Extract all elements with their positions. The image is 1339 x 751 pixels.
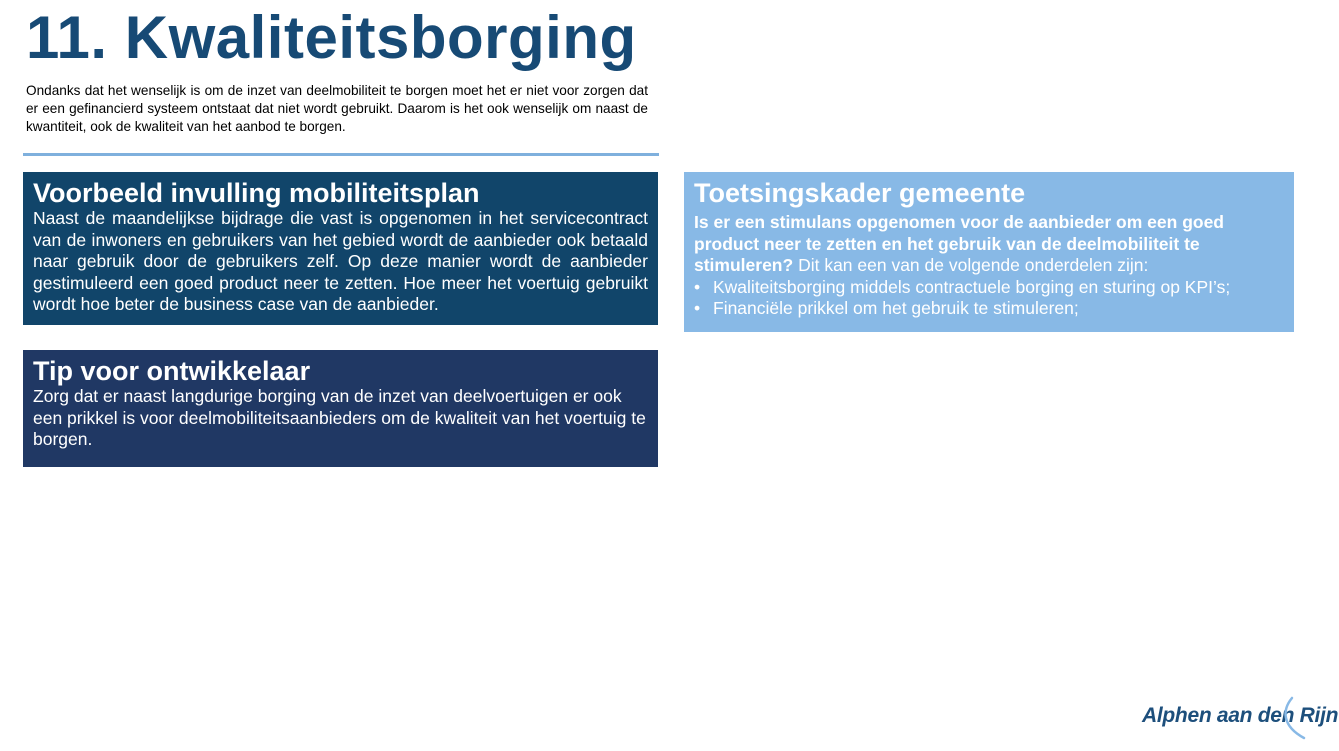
- list-item-text: Kwaliteitsborging middels contractuele borging en sturing op KPI’s;: [713, 276, 1231, 297]
- example-heading: Voorbeeld invulling mobiliteitsplan: [33, 178, 480, 208]
- page-title: 11. Kwaliteitsborging: [26, 4, 637, 71]
- framework-box: [684, 172, 1294, 332]
- example-box: [23, 172, 658, 325]
- bullet-icon: •: [694, 298, 701, 318]
- bullet-icon: •: [694, 276, 701, 297]
- framework-heading: Toetsingskader gemeente: [694, 178, 1026, 208]
- logo-text: Alphen aan den Rijn: [1142, 704, 1339, 727]
- tip-box: [23, 350, 658, 467]
- tip-body: Zorg dat er naast langdurige borging van de inzet van deelvoertuigen er ook een prikkel is voor deelmobiliteitsaanbieders om de kwaliteit van het voertuig te borgen.: [33, 386, 646, 449]
- list-item-text: Financiële prikkel om het gebruik te stimuleren;: [713, 298, 1079, 318]
- framework-text: [694, 212, 1284, 277]
- tip-heading: Tip voor ontwikkelaar: [33, 356, 311, 386]
- framework-question: Is er een stimulans opgenomen voor de aanbieder om een goed product neer te zetten en het gebruik van de deelmobiliteit te stimuleren?: [694, 212, 1224, 275]
- framework-list: [694, 277, 1284, 320]
- list-item: [694, 277, 1284, 299]
- list-item: [694, 298, 1284, 320]
- example-body: Naast de maandelijkse bijdrage die vast is opgenomen in het servicecontract van de inwoners en gebruikers van het gebied wordt de aanbieder ook betaald naar gebruik door de gebruikers zelf. Op deze manier wordt de aanbieder gestimuleerd een goed product neer te zetten. Hoe meer het voertuig gebruikt wordt hoe beter de business case van de aanbieder.: [33, 208, 648, 314]
- framework-lead: Dit kan een van de volgende onderdelen zijn:: [793, 255, 1149, 275]
- municipality-logo: [1142, 696, 1339, 740]
- logo-swoosh-icon: [1142, 696, 1322, 740]
- intro-paragraph: Ondanks dat het wenselijk is om de inzet van deelmobiliteit te borgen moet het er niet voor zorgen dat er een gefinancierd systeem ontstaat dat niet wordt gebruikt. Daarom is het ook wenselijk om naast de kwantiteit, ook de kwaliteit van het aanbod te borgen.: [26, 83, 648, 134]
- divider: [23, 153, 659, 156]
